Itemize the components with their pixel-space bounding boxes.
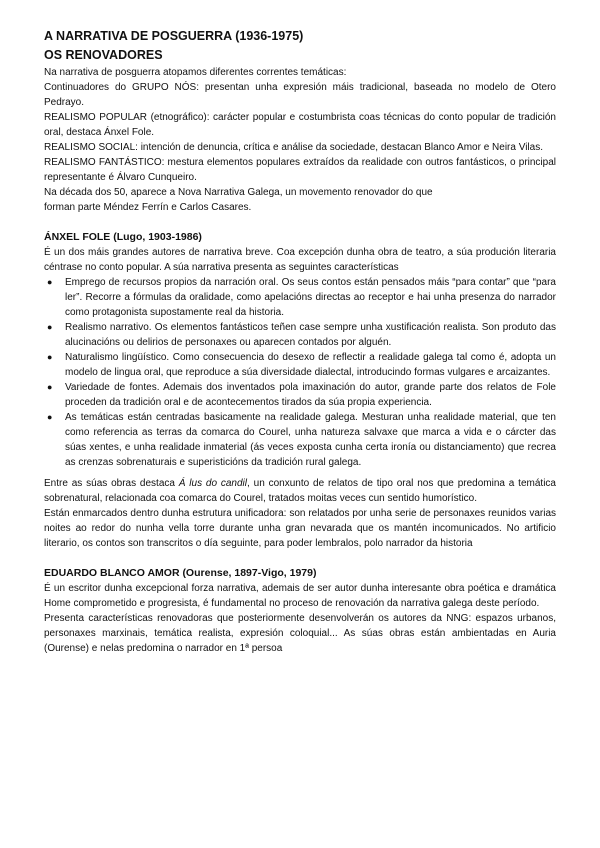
document-title: A NARRATIVA DE POSGUERRA (1936-1975)	[44, 29, 304, 43]
paragraph: É un escritor dunha excepcional forza narrativa, ademais de ser autor dunha interesante obra poética e dramática Home comprometido e progresista, é fundamental no proceso de renovación da narrativa galega deste período.	[44, 583, 556, 609]
paragraph: Na década dos 50, aparece a Nova Narrativa Galega, un movemento renovador do que	[44, 187, 433, 198]
list-item: ● Naturalismo lingüístico. Como consecuencia do desexo de reflectir a realidade galega tal como é, adopta un modelo de lingua oral, que reproduce a súa diversidade dialectal, introducindo formas vulgares e arcaizantes.	[47, 352, 556, 378]
paragraph: Presenta características renovadoras que posteriormente desenvolverán os autores da NNG: espazos urbanos, personaxes marxinais, temática realista, expresión coloquial... As súas obras están ambientadas en Auria (Ourense) e nelas predomina o narrador en 1ª persoa	[44, 613, 556, 654]
bullet-icon: ●	[47, 322, 53, 332]
paragraph: É un dos máis grandes autores de narrativa breve. Coa excepción dunha obra de teatro, a súa produción literaria céntrase no conto popular. A súa narrativa presenta as seguintes características	[44, 247, 556, 273]
bullet-icon: ●	[47, 382, 53, 392]
list-item: ● Emprego de recursos propios da narración oral. Os seus contos están pensados máis “para contar” que “para ler”. Recorre a fórmulas da oralidade, como apelacións directas ao receptor e hai unha presenza do narrador como protagonista supostamente real da historia.	[47, 277, 556, 318]
list-item: ● Variedade de fontes. Ademais dos inventados pola imaxinación do autor, grande parte dos relatos de Fole proceden da tradición oral e de acontecementos tirados da súa propia experiencia.	[47, 382, 556, 408]
bullet-icon: ●	[47, 277, 53, 287]
paragraph: Entre as súas obras destaca Á lus do candil, un conxunto de relatos de tipo oral nos que predomina a temática sobrenatural, relacionada coa comarca do Courel, tratados moitas veces cun sentido humorístico.	[44, 478, 556, 504]
paragraph: REALISMO SOCIAL: intención de denuncia, crítica e análise da sociedade, destacan Blanco Amor e Neira Vilas.	[44, 142, 543, 153]
bullet-icon: ●	[47, 352, 53, 362]
list-item: ● Realismo narrativo. Os elementos fantásticos teñen case sempre unha xustificación realista. Son produto das alucinacións ou delirios de personaxes ou aparecen contados por alguén.	[47, 322, 556, 348]
section-heading-blanco-amor: EDUARDO BLANCO AMOR (Ourense, 1897-Vigo, 1979)	[44, 567, 317, 579]
bullet-icon: ●	[47, 412, 53, 422]
paragraph: forman parte Méndez Ferrín e Carlos Casares.	[44, 202, 252, 213]
section-heading-fole: ÁNXEL FOLE (Lugo, 1903-1986)	[44, 231, 202, 243]
paragraph: REALISMO FANTÁSTICO: mestura elementos populares extraídos da realidade con outros fantásticos, o principal representante é Álvaro Cunqueiro.	[44, 157, 556, 183]
list-item: ● As temáticas están centradas basicamente na realidade galega. Mesturan unha realidade material, que ten como referencia as terras da comarca do Courel, unha natureza salvaxe que marca a vida e o cárcter das súas xentes, e unha realidade inmaterial (ás veces exposta cunha certa ironía ou distanciamento) que recrea as crenzas sobrenaturais e superisticións da tradición rural galega.	[47, 412, 556, 468]
paragraph: Están enmarcados dentro dunha estrutura unificadora: son relatados por unha serie de personaxes reunidos varias noites ao redor do nunha vella torre durante unha gran nevarada que os mantén incomunicados. No artificio literario, os contos son transcritos o día seguinte, para poder lembralos, polo narrador da historia	[44, 508, 556, 549]
paragraph: REALISMO POPULAR (etnográfico): carácter popular e costumbrista coas técnicas do conto popular de tradición oral, destaca Ánxel Fole.	[44, 112, 556, 138]
section-heading-renovadores: OS RENOVADORES	[44, 48, 163, 62]
paragraph: Na narrativa de posguerra atopamos diferentes correntes temáticas:	[44, 67, 347, 78]
characteristics-list	[44, 275, 556, 470]
paragraph: Continuadores do GRUPO NÓS: presentan unha expresión máis tradicional, baseada no modelo de Otero Pedrayo.	[44, 82, 556, 108]
work-title: Á lus do candil	[178, 478, 248, 489]
